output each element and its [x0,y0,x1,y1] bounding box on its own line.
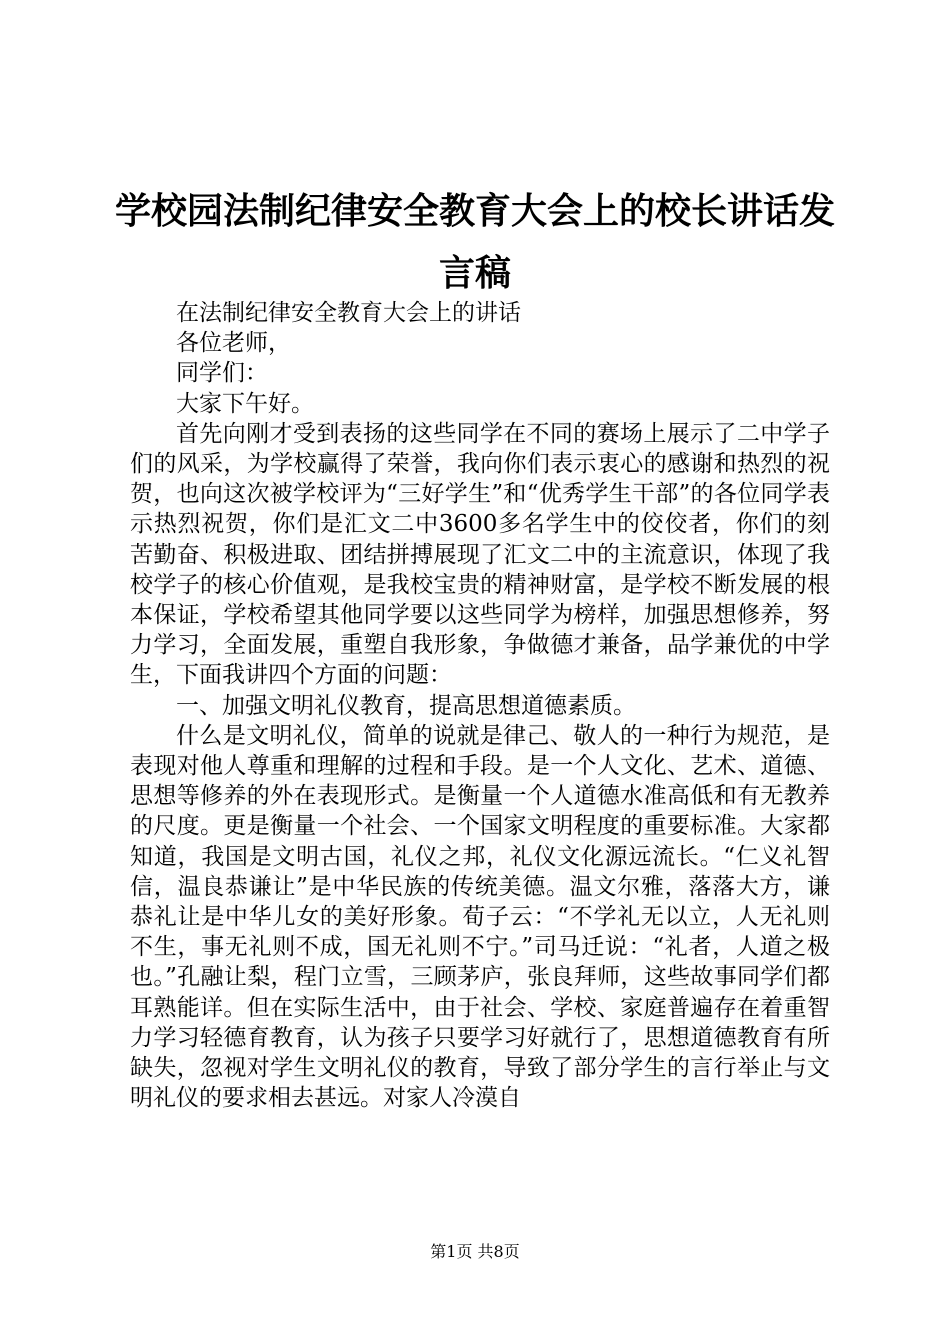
document-body [130,298,830,1113]
paragraph-good-afternoon: 大家下午好。 [176,390,314,417]
paragraph-greeting-teachers: 各位老师， [176,330,291,357]
document-title: 学校园法制纪律安全教育大会上的校长讲话发言稿 [114,190,835,294]
paragraph-etiquette: 什么是文明礼仪，简单的说就是律己、敬人的一种行为规范，是表现对他人尊重和理解的过程和手段。是一个人文化、艺术、道德、思想等修养的外在表现形式。是衡量一个人道德水准高低和有无教养的尺度。更是衡量一个社会、一个国家文明程度的重要标准。大家都知道，我国是文明古国，礼仪之邦，礼仪文化源远流长。“仁义礼智信，温良恭谦让”是中华民族的传统美德。温文尔雅，落落大方，谦恭礼让是中华儿女的美好形象。荀子云：“不学礼无以立，人无礼则不生，事无礼则不成，国无礼则不宁。”司马迁说：“礼者，人道之极也。”孔融让梨，程门立雪，三顾茅庐，张良拜师，这些故事同学们都耳熟能详。但在实际生活中，由于社会、学校、家庭普遍存在着重智力学习轻德育教育，认为孩子只要学习好就行了，思想道德教育有所缺失，忽视对学生文明礼仪的教育，导致了部分学生的言行举止与文明礼仪的要求相去甚远。对家人冷漠自 [130,722,830,1112]
paragraph-speech-heading: 在法制纪律安全教育大会上的讲话 [176,300,521,326]
paragraph-congratulations: 首先向刚才受到表扬的这些同学在不同的赛场上展示了二中学子们的风采，为学校赢得了荣誉，我向你们表示衷心的感谢和热烈的祝贺，也向这次被学校评为“三好学生”和“优秀学生干部”的各位同学表示热烈祝贺，你们是汇文二中3600多名学生中的佼佼者，你们的刻苦勤奋、积极进取、团结拼搏展现了汇文二中的主流意识，体现了我校学子的核心价值观，是我校宝贵的精神财富，是学校不断发展的根本保证，学校希望其他同学要以这些同学为榜样，加强思想修养，努力学习，全面发展，重塑自我形象，争做德才兼备，品学兼优的中学生，下面我讲四个方面的问题： [130,420,830,689]
paragraph-greeting-students: 同学们： [176,360,268,387]
page-footer: 第1页 共8页 [430,1242,520,1261]
paragraph-section-one-heading: 一、加强文明礼仪教育，提高思想道德素质。 [176,692,636,719]
